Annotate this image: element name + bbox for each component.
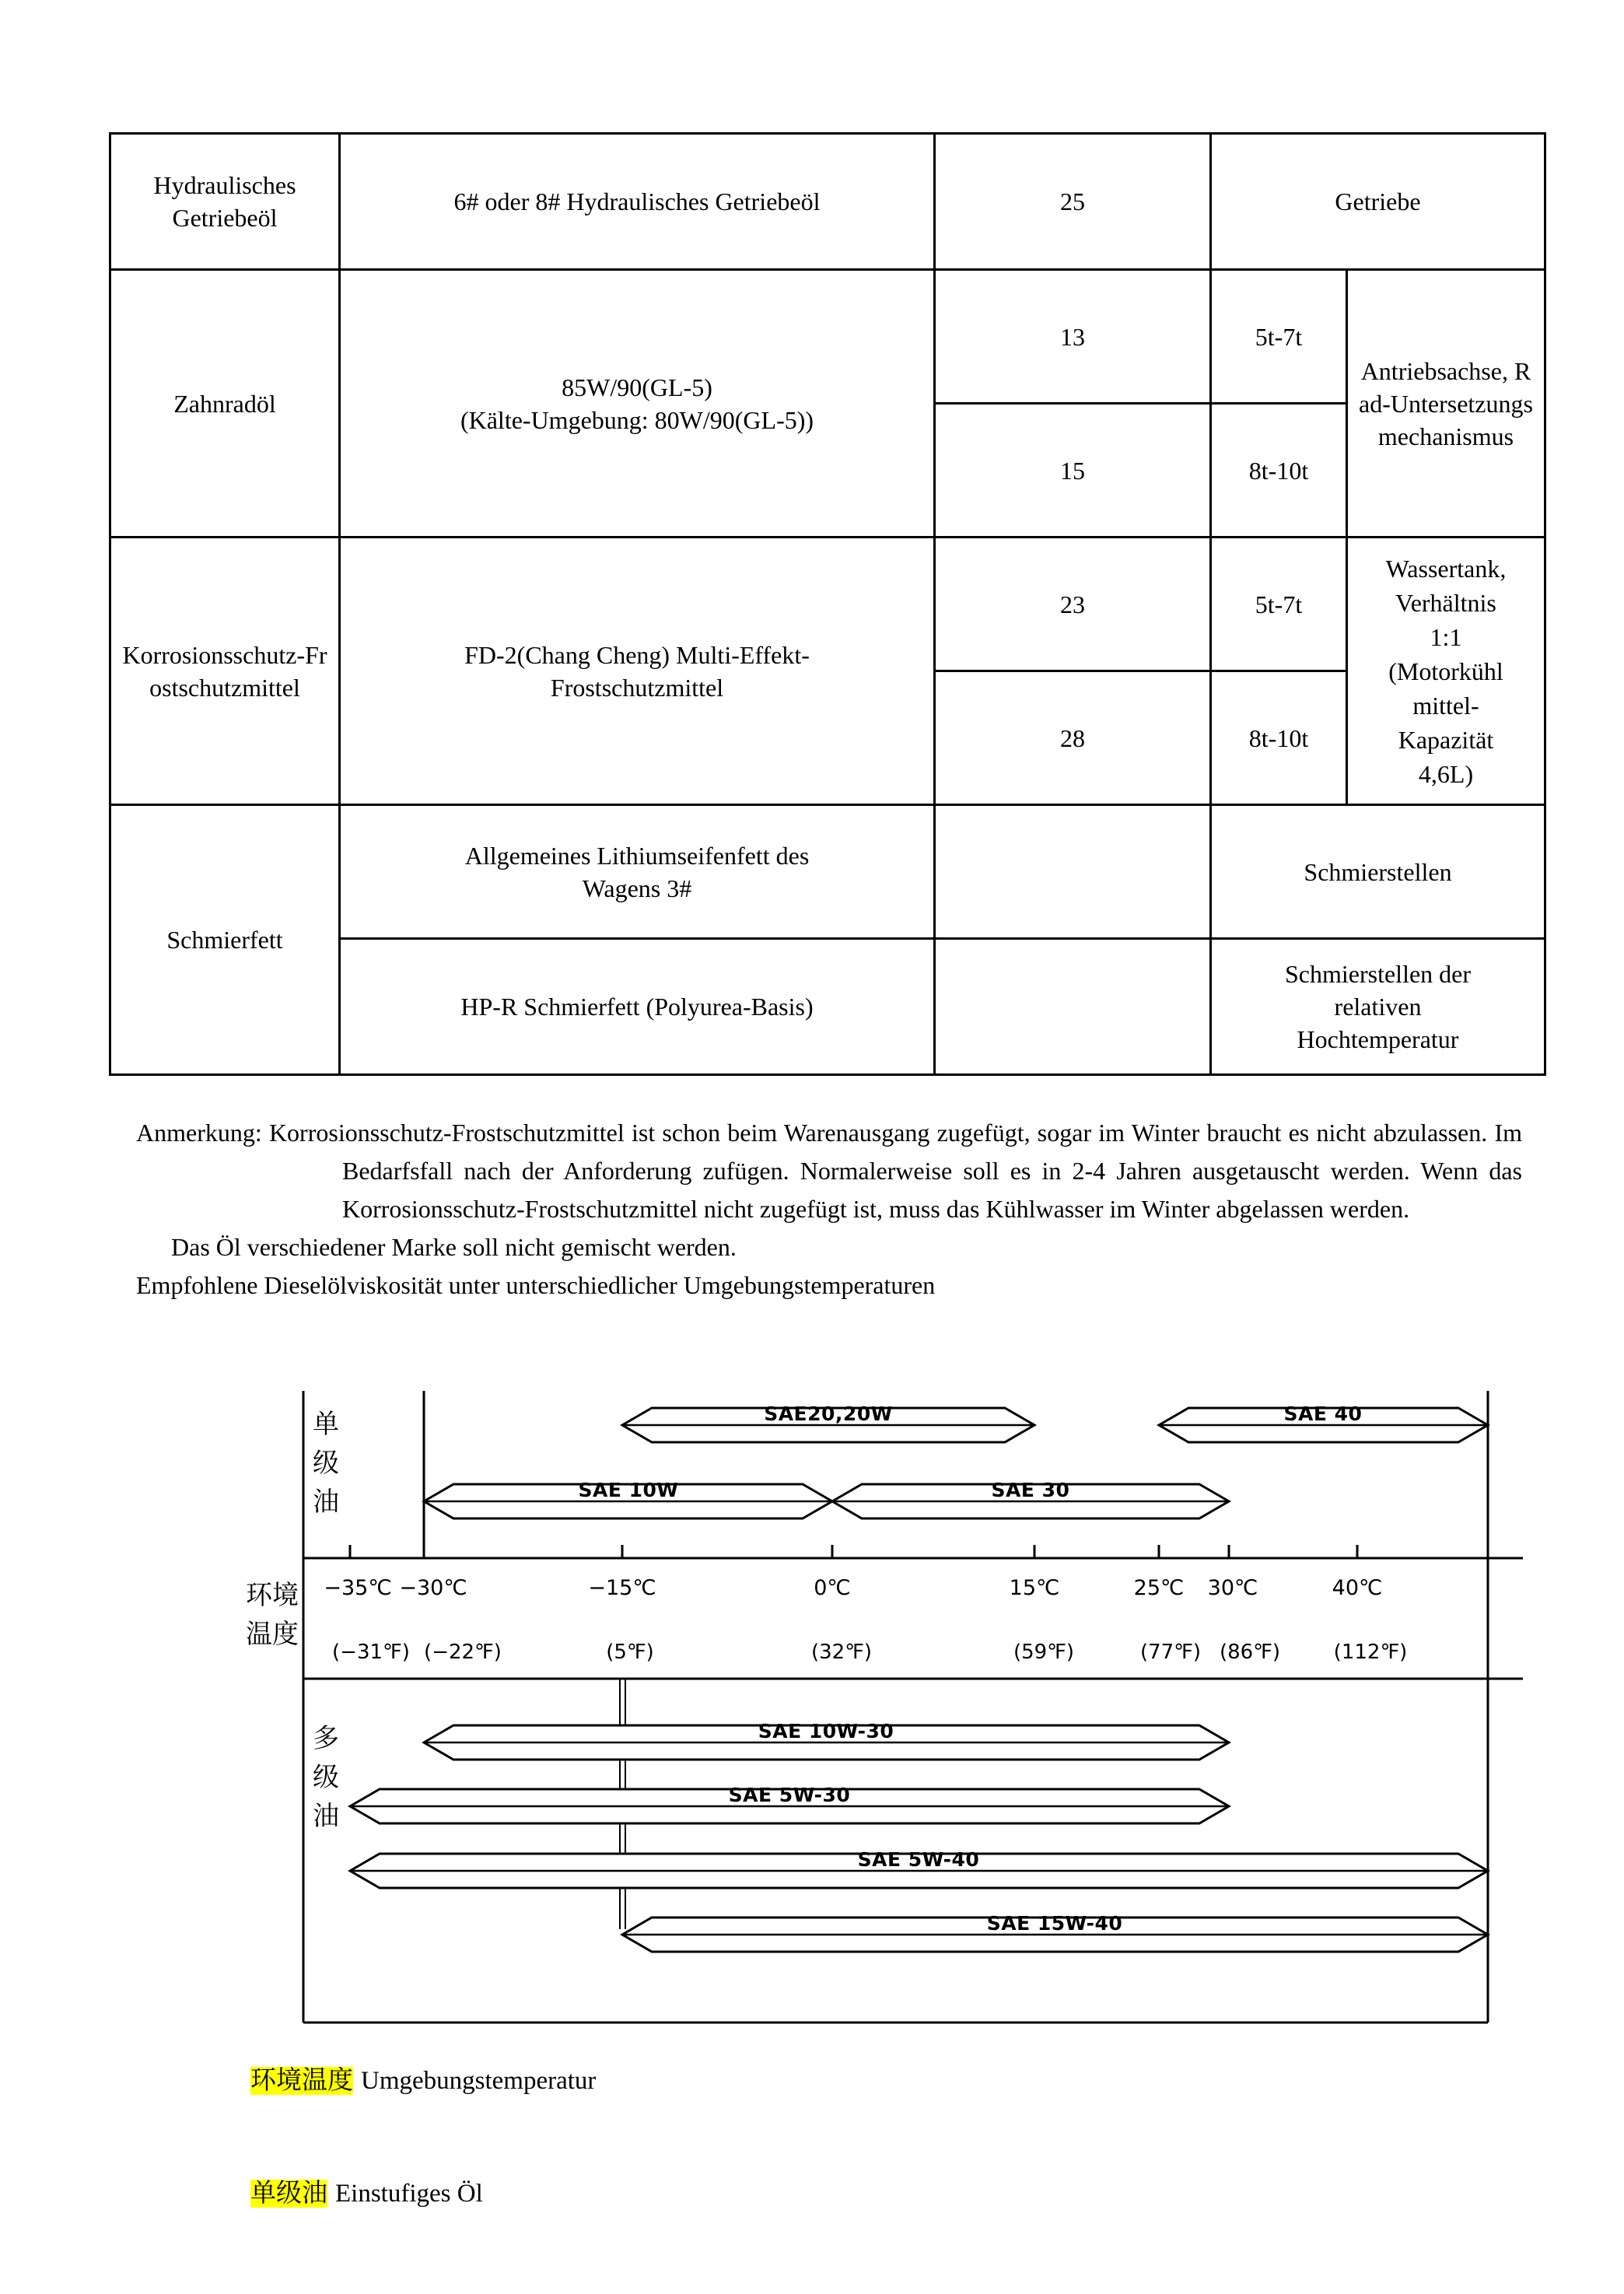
label-ambient-temperature: 环境温度 bbox=[246, 1580, 299, 1650]
bar-sae5w-30 bbox=[350, 1784, 1229, 1823]
bar-sae5w-40 bbox=[350, 1848, 1488, 1888]
cell-row4b-qty-empty bbox=[935, 939, 1211, 1075]
cell-row3-spec: FD-2(Chang Cheng) Multi-Effekt- Frostschutzmittel bbox=[340, 538, 935, 805]
tick-77f: (77℉) bbox=[1139, 1641, 1202, 1664]
celsius-axis-labels bbox=[324, 1576, 1382, 1600]
cell-row1-qty: 25 bbox=[935, 134, 1211, 270]
cell-row2a-qty: 13 bbox=[935, 270, 1211, 404]
bar-sae10w-30-label: SAE 10W-30 bbox=[758, 1720, 894, 1742]
cell-row1-name: Hydraulisches Getriebeöl bbox=[110, 134, 340, 270]
tick-minus22f: (−22℉) bbox=[424, 1641, 502, 1664]
bar-sae15w-40 bbox=[622, 1912, 1488, 1952]
bar-sae20-20w-label: SAE20,20W bbox=[764, 1403, 893, 1425]
tick-minus31f: (−31℉) bbox=[332, 1641, 410, 1664]
viscosity-chart bbox=[233, 1385, 1556, 2038]
tick-112f: (112℉) bbox=[1333, 1641, 1408, 1664]
cell-row3-name: Korrosionsschutz-Frostschutzmittel bbox=[110, 538, 340, 805]
tick-30c: 30℃ bbox=[1207, 1576, 1258, 1600]
tick-minus15c: −15℃ bbox=[588, 1576, 656, 1600]
cell-row4a-qty-empty bbox=[935, 805, 1211, 939]
lubricant-table bbox=[109, 132, 1546, 1076]
cell-row4b-spec: HP-R Schmierfett (Polyurea-Basis) bbox=[340, 939, 935, 1075]
cell-row4a-location: Schmierstellen bbox=[1211, 805, 1545, 939]
label-single-grade-oil: 单级油 bbox=[313, 1409, 339, 1518]
tick-minus35c: −35℃ bbox=[324, 1576, 392, 1600]
note-no-mixing: Das Öl verschiedener Marke soll nicht gemischt werden. bbox=[171, 1233, 737, 1261]
note-viscosity-title: Empfohlene Dieselölviskosität unter unterschiedlicher Umgebungstemperaturen bbox=[136, 1271, 936, 1299]
note-anmerkung: Anmerkung: Korrosionsschutz-Frostschutzmittel ist schon beim Warenausgang zugefügt, sogar im Winter braucht es nicht abzulassen. Im Bedarfsfall nach der Anforderung zufügen. Normalerweise soll es in 2-4 Jahren ausgetauscht werden. Wenn das Korrosionsschutz-Frostschutzmittel nicht zugefügt ist, muss das Kühlwasser im Winter abgelassen werden. bbox=[136, 1119, 1522, 1223]
cell-row2b-qty: 15 bbox=[935, 404, 1211, 538]
cell-row3-location: Wassertank, Verhältnis 1:1 (Motorkühl mittel- Kapazität 4,6L) bbox=[1347, 538, 1545, 805]
tick-minus30c: −30℃ bbox=[399, 1576, 467, 1600]
legend-single-grade-oil bbox=[250, 2173, 483, 2209]
cell-row2-name: Zahnradöl bbox=[110, 270, 340, 538]
cell-row2-spec: 85W/90(GL-5) (Kälte-Umgebung: 80W/90(GL-5)) bbox=[340, 270, 935, 538]
viscosity-chart-svg bbox=[233, 1385, 1556, 2038]
notes-section bbox=[136, 1114, 1522, 1305]
cell-row3b-qty: 28 bbox=[935, 671, 1211, 805]
legend-ambient-de: Umgebungstemperatur bbox=[361, 2067, 597, 2095]
tick-0c: 0℃ bbox=[814, 1576, 851, 1600]
cell-row2b-tonnage: 8t-10t bbox=[1211, 404, 1347, 538]
cell-row4b-location: Schmierstellen der relativen Hochtemperatur bbox=[1211, 939, 1545, 1075]
cell-row4a-spec: Allgemeines Lithiumseifenfett des Wagens 3# bbox=[340, 805, 935, 939]
tick-86f: (86℉) bbox=[1219, 1641, 1281, 1664]
bar-sae30-label: SAE 30 bbox=[991, 1479, 1070, 1501]
tick-25c: 25℃ bbox=[1133, 1576, 1185, 1600]
cell-row3a-tonnage: 5t-7t bbox=[1211, 538, 1347, 671]
tick-15c: 15℃ bbox=[1009, 1576, 1060, 1600]
tick-40c: 40℃ bbox=[1332, 1576, 1383, 1600]
bar-sae15w-40-label: SAE 15W-40 bbox=[986, 1912, 1123, 1935]
bar-sae5w-30-label: SAE 5W-30 bbox=[728, 1784, 851, 1806]
cell-row2-location: Antriebsachse, Rad-Untersetzungsmechanismus bbox=[1347, 270, 1545, 538]
legend-single-grade-de: Einstufiges Öl bbox=[335, 2180, 483, 2208]
bar-sae30 bbox=[832, 1479, 1229, 1518]
cell-row3b-tonnage: 8t-10t bbox=[1211, 671, 1347, 805]
bar-sae40-label: SAE 40 bbox=[1283, 1403, 1363, 1425]
tick-5f: (5℉) bbox=[606, 1641, 654, 1664]
legend-single-grade-zh: 单级油 bbox=[250, 2180, 327, 2208]
cell-row1-spec: 6# oder 8# Hydraulisches Getriebeöl bbox=[340, 134, 935, 270]
label-multi-grade-oil: 多级油 bbox=[313, 1723, 339, 1832]
bar-sae10w-30 bbox=[424, 1720, 1229, 1760]
bar-sae40 bbox=[1159, 1403, 1488, 1442]
cell-row2a-tonnage: 5t-7t bbox=[1211, 270, 1347, 404]
tick-32f: (32℉) bbox=[810, 1641, 873, 1664]
legend-ambient-zh: 环境温度 bbox=[250, 2067, 353, 2095]
tick-59f: (59℉) bbox=[1013, 1641, 1075, 1664]
bar-sae10w bbox=[424, 1479, 832, 1518]
bar-sae10w-label: SAE 10W bbox=[578, 1479, 679, 1501]
bar-sae5w-40-label: SAE 5W-40 bbox=[857, 1848, 980, 1871]
cell-row4-name: Schmierfett bbox=[110, 805, 340, 1075]
bar-sae20-20w bbox=[622, 1403, 1034, 1442]
fahrenheit-axis-labels bbox=[332, 1641, 1407, 1664]
cell-row3a-qty: 23 bbox=[935, 538, 1211, 671]
legend-ambient-temperature bbox=[250, 2060, 596, 2096]
cell-row1-location: Getriebe bbox=[1211, 134, 1545, 270]
